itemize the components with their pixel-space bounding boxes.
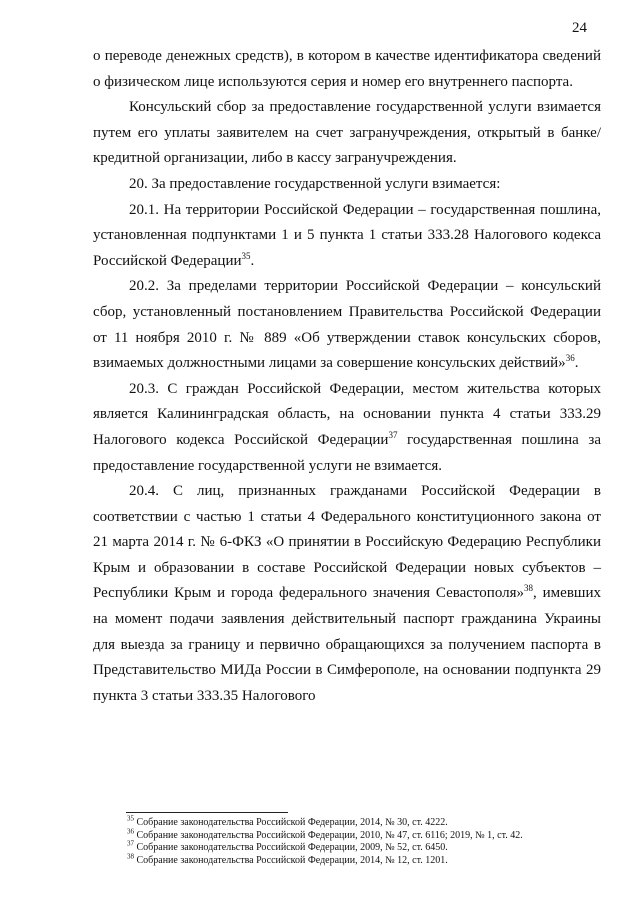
footnote <box>127 827 607 843</box>
paragraph-20-4 <box>93 479 601 709</box>
paragraph-20-3 <box>93 377 601 479</box>
footnote-number: 36 <box>127 827 134 836</box>
paragraph-text: 20.4. С лиц, признанных гражданами Российской Федерации в соответствии с частью 1 статьи 4 Федерального конституционного закона от 21 марта 2014 г. № 6-ФКЗ «О принятии в Российскую Федерацию Республики Крым и образовании в составе Российской Федерации новых субъектов – Республики Крым и города федерального значения Севастополя» <box>93 483 601 602</box>
paragraph-passport-continuation <box>93 44 601 95</box>
paragraph-text-after: . <box>574 355 579 372</box>
paragraph-text: 20.3. С граждан Российской Федерации, местом жительства которых является Калининградская область, на основании пункта 4 статьи 333.29 Налогового кодекса Российской Федерации <box>93 380 601 448</box>
footnote-number: 38 <box>127 852 134 861</box>
footnote <box>127 852 607 868</box>
footnote-ref: 37 <box>388 429 398 440</box>
footnote-number: 35 <box>127 814 134 823</box>
footnote-ref: 36 <box>565 353 575 364</box>
paragraph-text: 20.2. За пределами территории Российской Федерации – консульский сбор, установленный постановлением Правительства Российской Федерации от 11 ноября 2010 г. № 889 «Об утверждении ставок консульских сборов, взимаемых должностными лицами за совершение консульских действий» <box>93 278 601 372</box>
paragraph-text: Консульский сбор за предоставление государственной услуги взимается путем его уплаты заявителем на счет загранучреждения, открытый в банке/кредитной организации, либо в кассу загранучреждения. <box>93 99 601 167</box>
footnote-text: Собрание законодательства Российской Федерации, 2010, № 47, ст. 6116; 2019, № 1, ст. 42. <box>134 829 523 841</box>
footnote <box>127 839 607 855</box>
footnote-separator <box>126 812 288 813</box>
paragraph-20-2 <box>93 274 601 376</box>
footnotes <box>127 814 607 867</box>
paragraph-20-1 <box>93 198 601 275</box>
page-number: 24 <box>572 20 587 36</box>
paragraph-text-after: , имевших на момент подачи заявления действительный паспорт гражданина Украины для выезда за границу и первично обращающихся за получением паспорта в Представительство МИДа России в Симферополе, на основании подпункта 29 пункта 3 статьи 333.35 Налогового <box>93 585 601 704</box>
paragraph-20 <box>93 172 601 198</box>
paragraph-text-after: государственная пошлина за предоставление государственной услуги не взимается. <box>93 431 601 474</box>
footnote-ref: 38 <box>524 583 534 594</box>
footnote-text: Собрание законодательства Российской Федерации, 2014, № 12, ст. 1201. <box>134 854 448 866</box>
footnote-number: 37 <box>127 839 134 848</box>
footnote-ref: 35 <box>241 250 251 261</box>
paragraph-consular-fee <box>93 95 601 172</box>
paragraph-text-after: . <box>250 252 255 269</box>
document-body <box>93 44 601 709</box>
paragraph-text: 20.1. На территории Российской Федерации – государственная пошлина, установленная подпунктами 1 и 5 пункта 1 статьи 333.28 Налогового кодекса Российской Федерации <box>93 201 601 269</box>
footnote-text: Собрание законодательства Российской Федерации, 2009, № 52, ст. 6450. <box>134 842 448 854</box>
footnote-text: Собрание законодательства Российской Федерации, 2014, № 30, ст. 4222. <box>134 817 448 828</box>
paragraph-text: о переводе денежных средств), в котором в качестве идентификатора сведений о физическом лице используются серия и номер его внутреннего паспорта. <box>93 48 601 90</box>
paragraph-text: 20. За предоставление государственной услуги взимается: <box>129 175 501 192</box>
footnote <box>127 814 607 830</box>
